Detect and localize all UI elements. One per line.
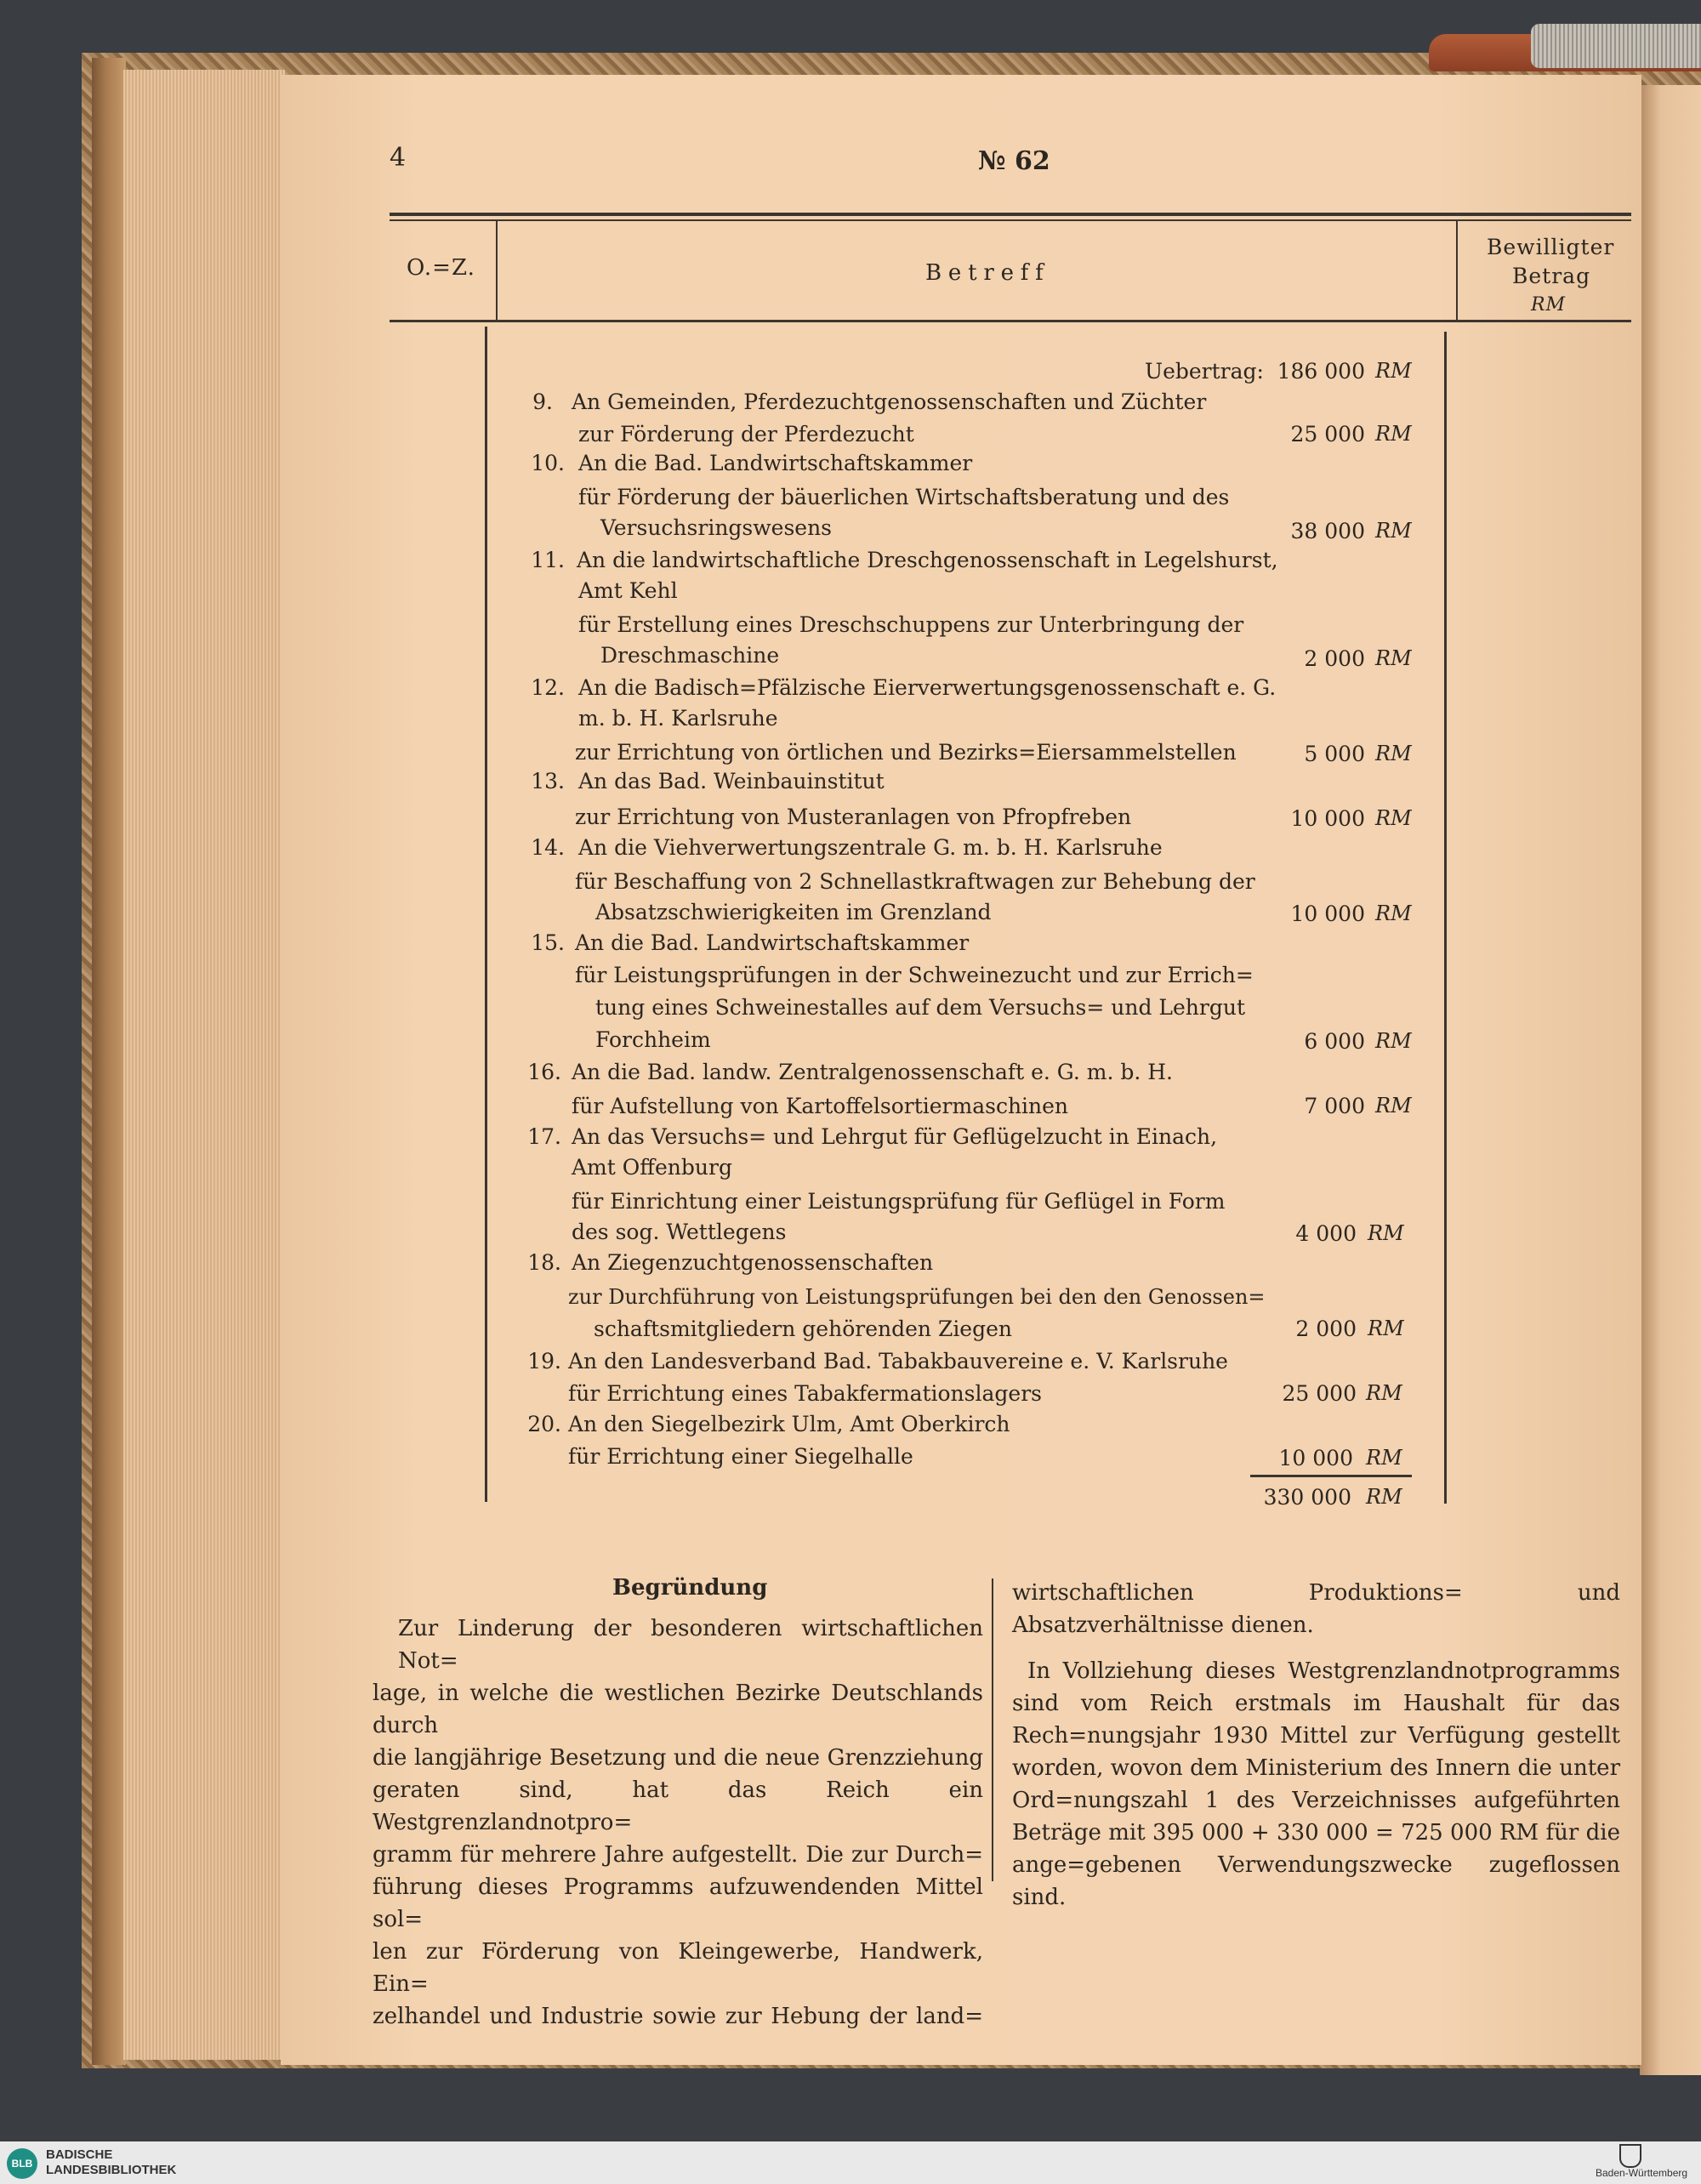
row-currency: RM	[1368, 1317, 1404, 1340]
row-text: zur Errichtung von Musteranlagen von Pfropfreben	[575, 805, 1132, 829]
row-text: für Leistungsprüfungen in der Schweinezucht und zur Errich=	[575, 963, 1254, 987]
row-amount: 25 000	[1290, 422, 1365, 446]
row-currency: RM	[1375, 422, 1412, 446]
body-separator-right	[1444, 332, 1447, 1504]
row-text: Amt Kehl	[578, 578, 678, 603]
row-text: An die landwirtschaftliche Dreschgenossenschaft in Legelshurst,	[577, 548, 1278, 572]
row-currency: RM	[1375, 519, 1412, 543]
row-currency: RM	[1375, 1029, 1412, 1053]
document-number: № 62	[978, 146, 1050, 176]
row-number: 15.	[531, 930, 565, 955]
row-text: zur Förderung der Pferdezucht	[578, 422, 914, 446]
row-text: für Einrichtung einer Leistungsprüfung für Geflügel in Form	[572, 1189, 1226, 1214]
row-text: tung eines Schweinestalles auf dem Versuchs= und Lehrgut	[595, 995, 1245, 1020]
row-number: 18.	[527, 1250, 561, 1275]
row-currency: RM	[1375, 901, 1412, 925]
row-text: für Erstellung eines Dreschschuppens zur Unterbringung der	[578, 612, 1244, 637]
row-amount: 2 000	[1304, 646, 1365, 671]
library-name-line1: BADISCHE	[46, 2147, 113, 2162]
total-currency: RM	[1366, 1485, 1402, 1509]
row-amount: 7 000	[1304, 1094, 1365, 1118]
row-text: An die Bad. Landwirtschaftskammer	[575, 930, 970, 955]
row-text: zur Errichtung von örtlichen und Bezirks=Eiersammelstellen	[575, 740, 1237, 765]
row-text: des sog. Wettlegens	[572, 1220, 787, 1244]
row-currency: RM	[1375, 742, 1412, 765]
table-header-rule	[390, 320, 1631, 322]
header-betrag-unit: RM	[1531, 294, 1566, 316]
row-text: Absatzschwierigkeiten im Grenzland	[595, 900, 992, 924]
header-betrag-1: Bewilligter	[1487, 235, 1615, 259]
paragraph: In Vollziehung dieses Westgrenzlandnotprogramms sind vom Reich erstmals im Haushalt für das Rech=nungsjahr 1930 Mittel zur Verfügung gestellt worden, wovon dem Ministerium des Innern die unter Ord=nungszahl 1 des Verzeichnisses aufgeführten Beträge mit 395 000 + 330 000 = 725 000 RM für die ange=gebenen Verwendungszwecke zugeflossen sind.	[1012, 1658, 1620, 1910]
column-separator-left	[496, 219, 498, 321]
row-number: 19.	[527, 1349, 561, 1374]
text-line: geraten sind, hat das Reich ein Westgrenzlandnotpro=	[373, 1777, 983, 1835]
carry-over-label: Uebertrag:	[1145, 359, 1264, 384]
row-text: Dreschmaschine	[600, 643, 780, 668]
row-text: An die Bad. landw. Zentralgenossenschaft e. G. m. b. H.	[572, 1060, 1174, 1084]
text-line: führung dieses Programms aufzuwendenden Mittel sol=	[373, 1874, 983, 1932]
row-currency: RM	[1375, 806, 1412, 830]
page-number: 4	[390, 143, 407, 173]
text-line: Zur Linderung der besonderen wirtschaftlichen Not=	[398, 1616, 983, 1674]
row-number: 10.	[531, 451, 565, 475]
column-separator-right	[1456, 219, 1458, 321]
row-amount: 6 000	[1304, 1029, 1365, 1054]
row-amount: 4 000	[1295, 1221, 1357, 1246]
headband	[1531, 24, 1701, 68]
sum-rule	[1250, 1475, 1412, 1477]
row-amount: 10 000	[1290, 806, 1365, 831]
text-line: lage, in welche die westlichen Bezirke Deutschlands durch	[373, 1681, 983, 1738]
row-number: 14.	[531, 835, 565, 860]
row-text: An das Bad. Weinbauinstitut	[578, 769, 885, 793]
total-amount: 330 000	[1263, 1485, 1351, 1510]
state-name: Baden-Württemberg	[1596, 2167, 1688, 2179]
row-text: Forchheim	[595, 1027, 711, 1052]
row-text: m. b. H. Karlsruhe	[578, 706, 778, 731]
row-text: An die Viehverwertungszentrale G. m. b. H. Karlsruhe	[578, 835, 1163, 860]
row-number: 20.	[527, 1412, 561, 1436]
row-number: 17.	[527, 1124, 561, 1149]
row-currency: RM	[1366, 1446, 1402, 1470]
row-amount: 10 000	[1278, 1446, 1353, 1470]
row-amount: 2 000	[1295, 1317, 1357, 1341]
header-betreff: Betreff	[925, 260, 1050, 286]
row-text: für Aufstellung von Kartoffelsortiermaschinen	[572, 1094, 1069, 1118]
column-divider	[992, 1578, 993, 1881]
footer-bar	[0, 2141, 1701, 2184]
text-line: gramm für mehrere Jahre aufgestellt. Die zur Durch=	[373, 1842, 983, 1868]
row-text: An den Siegelbezirk Ulm, Amt Oberkirch	[568, 1412, 1010, 1436]
row-text: schaftsmitgliedern gehörenden Ziegen	[594, 1317, 1013, 1341]
row-text: An die Badisch=Pfälzische Eierverwertungsgenossenschaft e. G.	[578, 675, 1277, 700]
row-text: Amt Offenburg	[572, 1155, 732, 1180]
row-number: 13.	[531, 769, 565, 793]
justification-left-column	[373, 1612, 983, 2033]
row-text: An den Landesverband Bad. Tabakbauvereine e. V. Karlsruhe	[568, 1349, 1228, 1374]
row-text: für Errichtung einer Siegelhalle	[568, 1444, 913, 1469]
header-betrag-2: Betrag	[1512, 264, 1591, 288]
page-edges	[123, 70, 285, 2060]
carry-over-amount: 186 000	[1277, 359, 1365, 384]
library-name	[46, 2147, 176, 2178]
row-number: 12.	[531, 675, 565, 700]
row-text: für Beschaffung von 2 Schnellastkraftwagen zur Behebung der	[575, 869, 1255, 894]
row-text: An Gemeinden, Pferdezuchtgenossenschaften und Züchter	[572, 390, 1207, 414]
section-title: Begründung	[612, 1575, 768, 1601]
facing-page	[1640, 85, 1701, 2075]
row-amount: 38 000	[1290, 519, 1365, 543]
row-text: für Errichtung eines Tabakfermationslagers	[568, 1381, 1042, 1406]
row-amount: 5 000	[1304, 742, 1365, 766]
row-number: 11.	[531, 548, 565, 572]
text-line: zelhandel und Industrie sowie zur Hebung der land=	[373, 2004, 983, 2029]
blb-logo: BLB	[7, 2148, 37, 2179]
row-amount: 10 000	[1290, 901, 1365, 926]
row-number: 16.	[527, 1060, 561, 1084]
row-currency: RM	[1375, 1094, 1412, 1118]
text-line: die langjährige Besetzung und die neue Grenzziehung	[373, 1745, 983, 1771]
library-name-line2: LANDESBIBLIOTHEK	[46, 2163, 177, 2177]
state-crest-icon	[1619, 2144, 1641, 2168]
row-currency: RM	[1375, 646, 1412, 670]
justification-right-column	[1012, 1577, 1620, 1914]
row-text: zur Durchführung von Leistungsprüfungen bei den den Genossen=	[568, 1285, 1266, 1309]
paragraph: wirtschaftlichen Produktions= und Absatzverhältnisse dienen.	[1012, 1580, 1620, 1638]
row-text: An das Versuchs= und Lehrgut für Geflügelzucht in Einach,	[572, 1124, 1218, 1149]
row-text: Versuchsringswesens	[600, 515, 832, 540]
row-text: für Förderung der bäuerlichen Wirtschaftsberatung und des	[578, 485, 1230, 509]
carry-over-currency: RM	[1375, 359, 1412, 383]
table-top-rule	[390, 213, 1631, 216]
row-amount: 25 000	[1282, 1381, 1357, 1406]
body-separator-left	[485, 327, 487, 1502]
table-top-rule-thin	[390, 219, 1631, 221]
row-currency: RM	[1366, 1381, 1402, 1405]
text-line: len zur Förderung von Kleingewerbe, Handwerk, Ein=	[373, 1939, 983, 1997]
header-oz: O.=Z.	[407, 255, 475, 281]
row-number: 9.	[532, 390, 553, 414]
cover-edge	[92, 58, 126, 2065]
row-text: An Ziegenzuchtgenossenschaften	[572, 1250, 934, 1275]
row-currency: RM	[1368, 1221, 1404, 1245]
row-text: An die Bad. Landwirtschaftskammer	[578, 451, 973, 475]
